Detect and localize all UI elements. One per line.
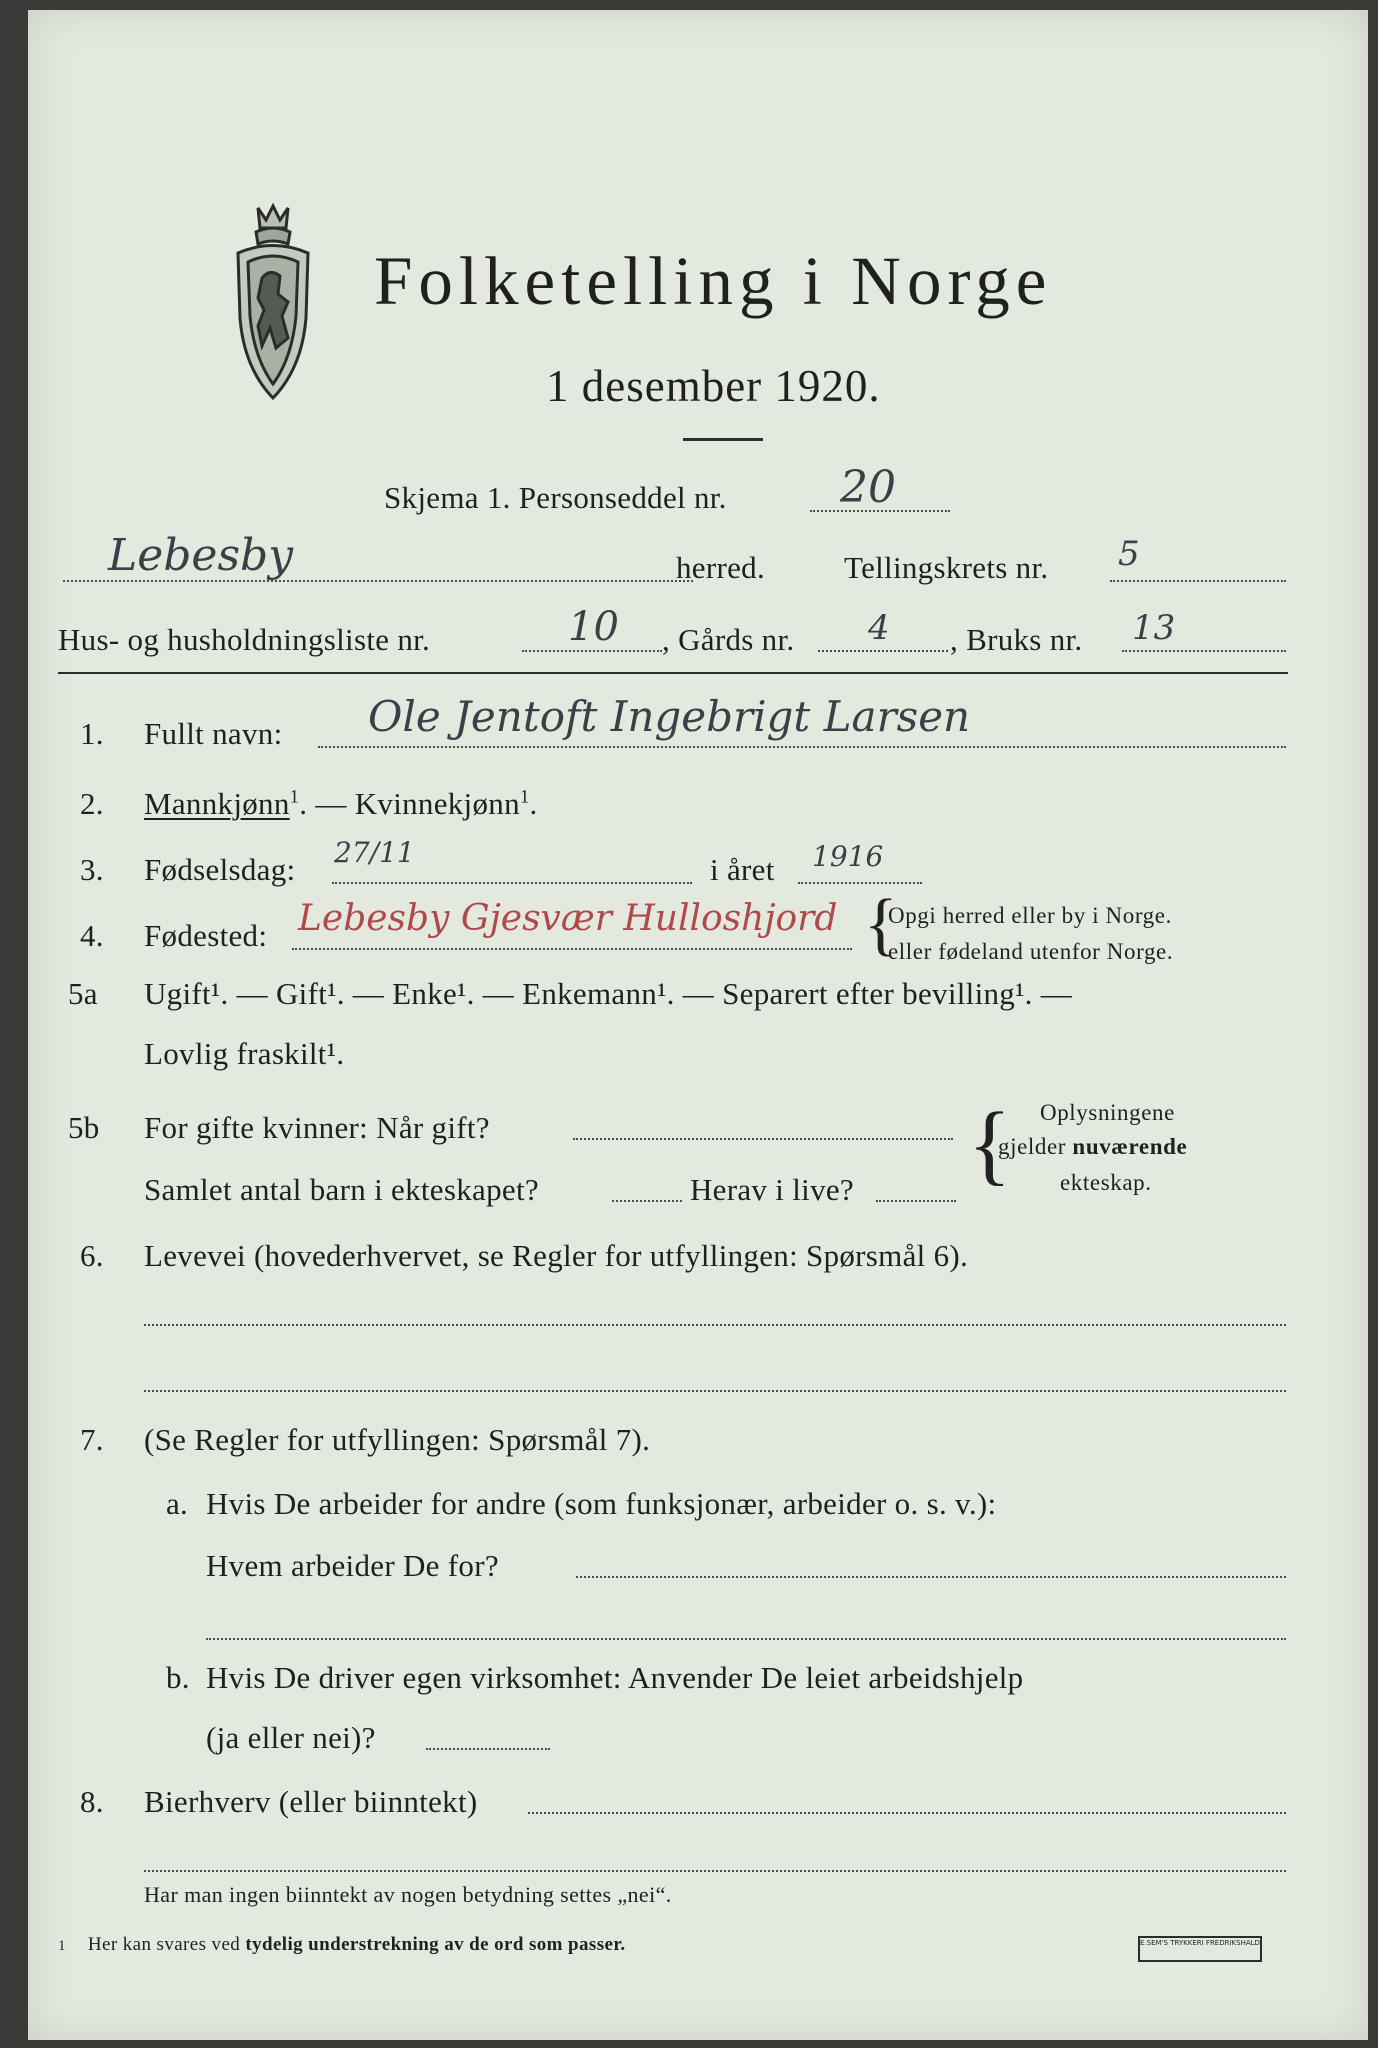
q2-number: 2. [80,786,104,821]
occupation-field-line-2 [144,1390,1286,1392]
q6-number: 6. [80,1238,104,1273]
marriage-note-line1: Oplysningene [1040,1100,1175,1125]
form-title: Folketelling i Norge [374,243,1053,319]
occupation-field-line-1 [144,1324,1286,1326]
gards-number: 4 [868,608,890,648]
marital-status-divorced: Lovlig fraskilt¹. [144,1036,345,1071]
tellingskrets-number: 5 [1118,534,1140,574]
occupation-label: Levevei (hovederhvervet, se Regler for utfyllingen: Spørsmål 6). [144,1238,969,1273]
bruks-field-line [1122,650,1286,652]
children-alive-label: Herav i live? [690,1172,854,1207]
q4-label: Fødested: [144,918,268,953]
household-list-field-line [522,650,662,652]
sex-options: Mannkjønn$^1$. — Kvinnekjønn$^1$. [144,786,538,821]
marriage-note-line2: gjelder nuværende [998,1134,1188,1159]
title-divider [683,438,763,441]
full-name-value: Ole Jentoft Ingebrigt Larsen [368,692,971,741]
personseddel-number: 20 [840,462,896,513]
printer-stamp: E.SEM'S TRYKKERI FREDRIKSHALD [1138,1936,1262,1962]
q1-label: Fullt navn: [144,716,283,751]
census-form-page [28,10,1368,2040]
herred-name: Lebesby [108,530,294,581]
q7b-number: b. [166,1660,190,1695]
norway-coat-of-arms-icon [218,198,328,408]
children-total-field-line [612,1200,682,1202]
schema-label: Skjema 1. Personseddel nr. [384,480,727,515]
employer-field-line-1 [576,1576,1286,1578]
sex-female-option: Kvinnekjønn [354,786,520,821]
gards-label: , Gårds nr. [662,622,795,657]
q1-number: 1. [80,716,104,751]
q7b-answer-label: (ja eller nei)? [206,1720,376,1755]
married-when-label: For gifte kvinner: Når gift? [144,1110,490,1145]
bruks-label: , Bruks nr. [950,622,1083,657]
q5b-number: 5b [68,1110,100,1145]
census-date: 1 desember 1920. [546,361,881,411]
birth-year-value: 1916 [812,840,884,873]
gards-field-line [818,650,948,652]
side-income-field-line-1 [528,1812,1286,1814]
footnote: 1 Her kan svares ved tydelig understrekning av de ord som passer. [58,1934,626,1955]
birthday-field-line [332,882,692,884]
side-income-note: Har man ingen biinntekt av nogen betydning settes „nei“. [144,1882,672,1907]
bruks-number: 13 [1132,608,1176,648]
q7-label: (Se Regler for utfyllingen: Spørsmål 7). [144,1422,651,1457]
birthplace-note-line2: eller fødeland utenfor Norge. [888,939,1174,964]
birth-year-field-line [798,882,922,884]
side-income-label: Bierhverv (eller biinntekt) [144,1784,478,1819]
children-total-label: Samlet antal barn i ekteskapet? [144,1172,539,1207]
birthplace-note-brace: { [864,886,898,963]
q7a-number: a. [166,1486,189,1521]
herred-label: herred. [676,550,766,585]
employer-field-line-2 [206,1638,1286,1640]
q7-number: 7. [80,1422,104,1457]
q3-number: 3. [80,852,104,887]
birthplace-field-line [292,948,852,950]
sex-male-option: Mannkjønn [144,786,290,821]
household-list-label: Hus- og husholdningsliste nr. [58,622,431,657]
q7a-question: Hvis De arbeider for andre (som funksjonær, arbeider o. s. v.): [206,1486,997,1521]
q7a-employer-label: Hvem arbeider De for? [206,1548,499,1583]
married-when-field-line [573,1138,953,1140]
side-income-field-line-2 [144,1870,1286,1872]
q8-number: 8. [80,1784,104,1819]
q5a-number: 5a [68,976,98,1011]
children-alive-field-line [876,1200,956,1202]
household-list-number: 10 [568,604,619,650]
hired-help-field-line [426,1748,550,1750]
marriage-note-line3: ekteskap. [1060,1170,1152,1195]
q7b-question: Hvis De driver egen virksomhet: Anvender De leiet arbeidshjelp [206,1660,1024,1695]
birth-year-label: i året [710,852,775,887]
marital-status-options: Ugift¹. — Gift¹. — Enke¹. — Enkemann¹. — Separert efter bevilling¹. — [144,976,1073,1011]
tellingskrets-field-line [1110,580,1286,582]
tellingskrets-label: Tellingskrets nr. [844,550,1049,585]
q3-label: Fødselsdag: [144,852,296,887]
birthplace-note-line1: Opgi herred eller by i Norge. [888,903,1172,928]
full-name-field-line [318,746,1286,748]
marriage-note-brace: { [968,1095,1012,1194]
q4-number: 4. [80,918,104,953]
birthday-value: 27/11 [334,836,415,869]
header-separator [58,672,1288,674]
birthplace-value: Lebesby Gjesvær Hulloshjord [298,898,838,939]
